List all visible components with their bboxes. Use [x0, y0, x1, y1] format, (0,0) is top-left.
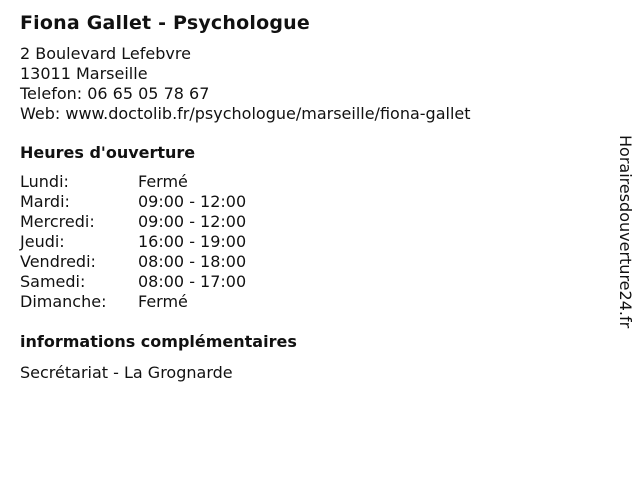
day-hours: 08:00 - 18:00: [138, 252, 247, 271]
day-label: Jeudi:: [20, 232, 65, 251]
phone-number: Telefon: 06 65 05 78 67: [20, 84, 210, 103]
day-hours: 09:00 - 12:00: [138, 192, 247, 211]
city-address: 13011 Marseille: [20, 64, 148, 83]
hours-row-monday: [20, 172, 246, 192]
day-label: Vendredi:: [20, 252, 96, 271]
hours-row-sunday: [20, 292, 246, 312]
day-hours: Fermé: [138, 172, 188, 191]
additional-info-heading: informations complémentaires: [20, 332, 297, 351]
site-brand-vertical: Horairesdouverture24.fr: [616, 135, 635, 329]
day-hours: 08:00 - 17:00: [138, 272, 247, 291]
hours-row-tuesday: [20, 192, 246, 212]
hours-row-thursday: [20, 232, 246, 252]
additional-info-text: Secrétariat - La Grognarde: [20, 363, 233, 382]
day-hours: Fermé: [138, 292, 188, 311]
day-label: Samedi:: [20, 272, 86, 291]
hours-row-friday: [20, 252, 246, 272]
business-listing: [20, 10, 600, 383]
opening-hours-table: [20, 172, 246, 312]
website-link[interactable]: Web: www.doctolib.fr/psychologue/marseille/fiona-gallet: [20, 104, 471, 123]
business-name: Fiona Gallet - Psychologue: [20, 12, 310, 34]
day-label: Mardi:: [20, 192, 70, 211]
opening-hours-heading: Heures d'ouverture: [20, 143, 196, 162]
hours-row-wednesday: [20, 212, 246, 232]
day-label: Dimanche:: [20, 292, 107, 311]
hours-row-saturday: [20, 272, 246, 292]
day-label: Lundi:: [20, 172, 69, 191]
day-hours: 16:00 - 19:00: [138, 232, 247, 251]
day-hours: 09:00 - 12:00: [138, 212, 247, 231]
street-address: 2 Boulevard Lefebvre: [20, 44, 191, 63]
day-label: Mercredi:: [20, 212, 95, 231]
